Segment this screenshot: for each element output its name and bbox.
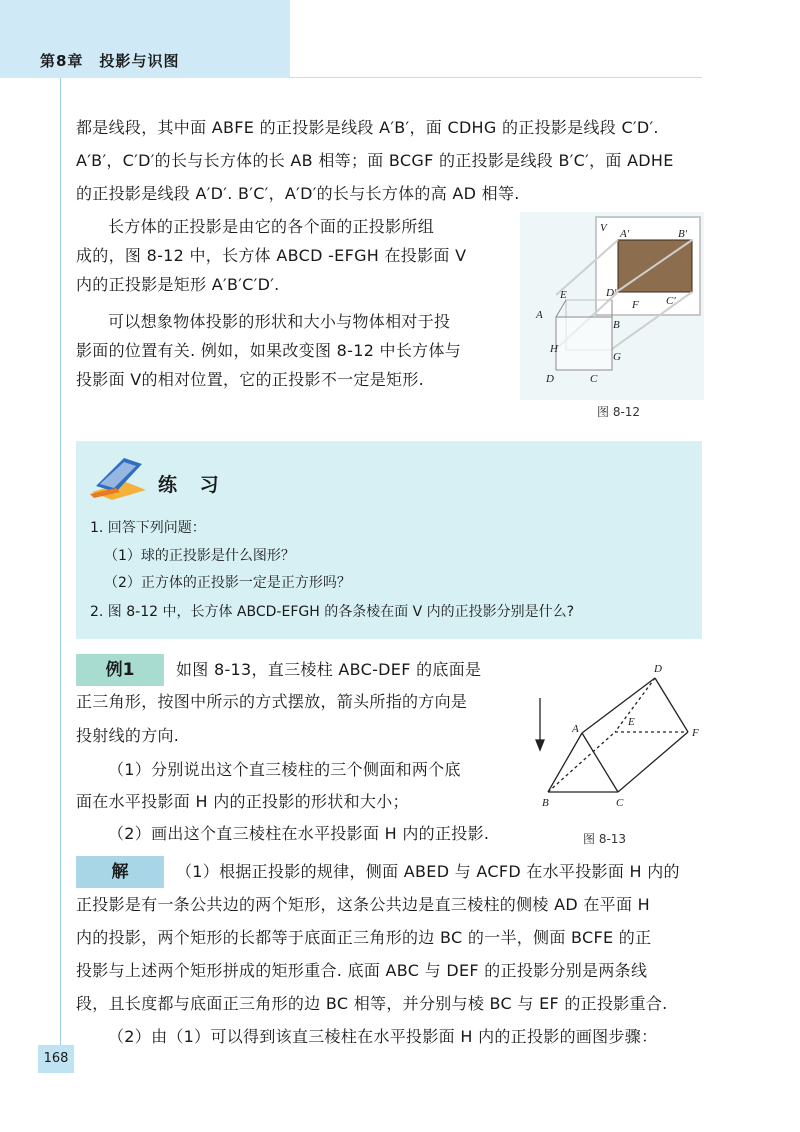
label-d: D bbox=[546, 373, 554, 385]
body-line: 投影面 V的相对位置，它的正投影不一定是矩形. bbox=[76, 370, 425, 389]
edge-cf bbox=[618, 732, 688, 792]
edge-ad bbox=[582, 678, 655, 733]
label-b: B bbox=[542, 797, 549, 809]
body-line: 成的，图 8-12 中，长方体 ABCD -EFGH 在投影面 V bbox=[76, 246, 467, 265]
solution-line: 正投影是有一条公共边的两个矩形，这条公共边是直三棱柱的侧棱 AD 在平面 H bbox=[76, 895, 650, 914]
figure-8-12-caption: 图 8-12 bbox=[597, 405, 641, 419]
example-line: （1）分别说出这个直三棱柱的三个侧面和两个底 bbox=[108, 760, 461, 779]
practice-title: 练 习 bbox=[158, 474, 227, 496]
solution-line: 段，且长度都与底面正三角形的边 BC 相等，并分别与棱 BC 与 EF 的正投影重合. bbox=[76, 994, 668, 1013]
chapter-title: 第8章 投影与识图 bbox=[40, 52, 180, 70]
example-line: 面在水平投影面 H 内的正投影的形状和大小； bbox=[76, 792, 409, 811]
header-rule bbox=[290, 77, 702, 78]
edge-be bbox=[548, 732, 615, 792]
label-b: B bbox=[613, 319, 620, 331]
figure-8-12 bbox=[520, 212, 704, 400]
solution-tag: 解 bbox=[76, 856, 164, 888]
label-v: V bbox=[600, 222, 607, 234]
label-g: G bbox=[613, 351, 621, 363]
edge-ac bbox=[582, 733, 618, 792]
practice-icon bbox=[86, 452, 152, 500]
body-line: 内的正投影是矩形 A′B′C′D′. bbox=[76, 275, 280, 294]
example-line: （2）画出这个直三棱柱在水平投影面 H 内的正投影. bbox=[108, 824, 490, 843]
solution-line: 投影与上述两个矩形拼成的矩形重合. 底面 ABC 与 DEF 的正投影分别是两条线 bbox=[76, 961, 648, 980]
label-e: E bbox=[560, 289, 567, 301]
label-b1: B′ bbox=[678, 228, 688, 240]
label-c1: C′ bbox=[666, 295, 676, 307]
solution-line: （2）由（1）可以得到该直三棱柱在水平投影面 H 内的正投影的画图步骤： bbox=[108, 1027, 658, 1046]
body-line: 都是线段，其中面 ABFE 的正投影是线段 A′B′，面 CDHG 的正投影是线段 C′D′. bbox=[76, 118, 659, 137]
example-line: 如图 8-13，直三棱柱 ABC-DEF 的底面是 bbox=[176, 660, 482, 679]
label-a1: A′ bbox=[620, 228, 630, 240]
label-d1: D′ bbox=[606, 287, 617, 299]
practice-item: （1）球的正投影是什么图形？ bbox=[104, 548, 295, 564]
figure-8-13-caption: 图 8-13 bbox=[583, 832, 627, 846]
label-c: C bbox=[590, 373, 598, 385]
page-number: 168 bbox=[38, 1045, 74, 1073]
practice-item: 2. 图 8-12 中，长方体 ABCD-EFGH 的各条棱在面 V 内的正投影分别是什么? bbox=[90, 604, 575, 620]
body-line: 长方体的正投影是由它的各个面的正投影所组 bbox=[108, 217, 435, 236]
edge-df bbox=[655, 678, 688, 732]
label-d: D bbox=[654, 663, 662, 675]
projection-arrow-head bbox=[536, 740, 544, 750]
practice-item: （2）正方体的正投影一定是正方形吗？ bbox=[104, 575, 351, 591]
body-line: 的正投影是线段 A′D′. B′C′，A′D′的长与长方体的高 AD 相等. bbox=[76, 184, 520, 203]
body-line: 影面的位置有关. 例如，如果改变图 8-12 中长方体与 bbox=[76, 341, 462, 360]
label-a: A bbox=[536, 309, 543, 321]
label-h: H bbox=[550, 343, 558, 355]
practice-item: 1. 回答下列问题： bbox=[90, 520, 206, 536]
example-line: 正三角形，按图中所示的方式摆放，箭头所指的方向是 bbox=[76, 692, 468, 711]
solution-line: 内的投影，两个矩形的长都等于底面正三角形的边 BC 的一半，侧面 BCFE 的正 bbox=[76, 928, 652, 947]
edge-de bbox=[615, 678, 655, 732]
label-f: F bbox=[692, 727, 699, 739]
label-f: F bbox=[632, 299, 639, 311]
body-line: A′B′，C′D′的长与长方体的长 AB 相等；面 BCGF 的正投影是线段 B′C′，面 ADHE bbox=[76, 151, 674, 170]
margin-line bbox=[60, 78, 61, 1068]
example-line: 投射线的方向. bbox=[76, 726, 180, 745]
edge-ab bbox=[548, 733, 582, 792]
label-e: E bbox=[628, 716, 635, 728]
figure-8-13 bbox=[530, 660, 710, 810]
example-tag: 例1 bbox=[76, 654, 164, 686]
label-a: A bbox=[572, 723, 579, 735]
solution-line: （1）根据正投影的规律，侧面 ABED 与 ACFD 在水平投影面 H 内的 bbox=[176, 862, 680, 881]
body-line: 可以想象物体投影的形状和大小与物体相对于投 bbox=[108, 312, 451, 331]
label-c: C bbox=[616, 797, 624, 809]
